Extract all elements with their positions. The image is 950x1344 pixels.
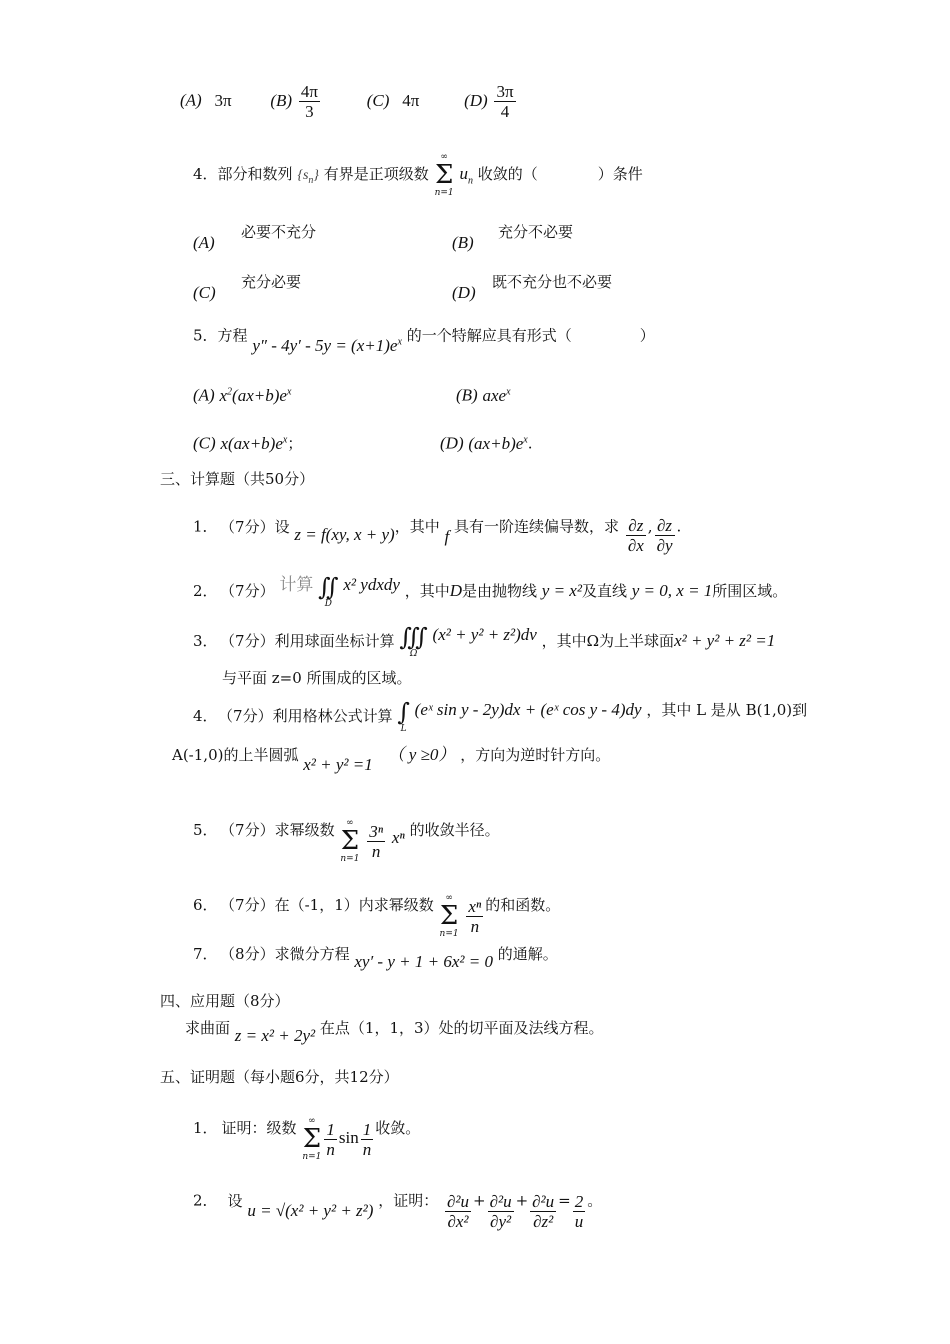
q4-question: 4．部分和数列 $\{s_n\}$ 有界是正项级数 ∞ Σ n=1 $u_n$ 收敛的（ ）条件 (193, 152, 643, 198)
q5-option-d: (D) $(ax+b)e^x$. (440, 433, 533, 453)
s3-problem-7: 7． （8分）求微分方程 xy′ - y + 1 + 6x² = 0 的通解。 (193, 945, 558, 971)
section-3-title: 三、计算题（共50分） (160, 470, 315, 488)
q5-option-c: (C) $x(ax+b)e^x$； (193, 433, 303, 453)
q4-sequence: $\{s_n\}$ (297, 168, 320, 186)
s5-problem-2: 2． 设 u = √(x² + y² + z²) ，证明： $\frac{\text{∂²u}}{\text{∂x²}}$ + $\frac{\text{∂²u}}{\text{∂y²}}$ + $\frac{\text{∂²u}}{\text{∂z²}}$ = $\frac{2}{u}$ 。 (193, 1191, 603, 1231)
option-d-fraction: $\frac{3\pi}{4}$ (496, 82, 514, 121)
q5-option-a: (A) $x^2(ax+b)e^x$ (193, 385, 292, 405)
q4-number: 4． (193, 165, 218, 183)
option-b-fraction: $\frac{4\pi}{3}$ (300, 82, 318, 121)
q4-term: $u_n$ (459, 164, 473, 187)
option-a-label: (A) (180, 90, 202, 110)
s3-problem-3-cont: 与平面 z=0 所围成的区域。 (222, 669, 412, 687)
q5-option-b: (B) axe$^x$ (456, 385, 511, 405)
option-a-value: 3π (214, 90, 232, 110)
s3-problem-5: 5． （7分）求幂级数 ∞ Σ n=1 $\frac{\text{3ⁿ}}{n}$ xⁿ 的收敛半径。 (193, 818, 500, 864)
s3-problem-1: 1． （7分）设 z = f(xy, x + y)，其中 f 具有一阶连续偏导数，求 $\frac{\partial z}{\partial x}$ , $\frac{\partial z}{\partial y}$ . (193, 516, 682, 555)
s5-problem-1: 1． 证明：级数 ∞ Σ n=1 $\frac{1}{n}$ sin $\frac{1}{n}$ 收敛。 (193, 1116, 421, 1162)
s4-problem: 求曲面 z = x² + 2y² 在点（1，1，3）处的切平面及法线方程。 (185, 1019, 604, 1045)
q5-equation: $y'' - 4y' - 5y = (x+1)e^x$ (252, 335, 402, 355)
s3-problem-2: 2． （7分） 计算 ∬ D x² ydxdy ，其中D是由抛物线 y = x²及直线 y = 0, x = 1所围区域。 (193, 573, 788, 609)
option-c-label: (C) (366, 90, 390, 110)
q5-question: 5．方程 $y'' - 4y' - 5y = (x+1)e^x$ 的一个特解应具有形式（ ） (193, 326, 655, 355)
triple-integral-icon: ∭ Ω (399, 623, 428, 659)
q3-options (180, 82, 518, 122)
sigma-symbol: ∞ Σ n=1 (439, 893, 459, 939)
option-d-label: (D) (464, 90, 488, 110)
section-4-title: 四、应用题（8分） (160, 992, 290, 1010)
q4-text: 部分和数列 (217, 165, 293, 183)
option-c-value: 4π (402, 90, 420, 110)
sigma-symbol: ∞ Σ n=1 (340, 818, 360, 864)
line-integral-icon: ∫ L (397, 698, 410, 734)
s3-problem-6: 6． （7分）在（-1，1）内求幂级数 ∞ Σ n=1 $\frac{\text{xⁿ}}{n}$ 的和函数。 (193, 893, 561, 939)
s3-problem-3: 3． （7分）利用球面坐标计算 ∭ Ω (x² + y² + z²)dv ，其中Ω为上半球面x² + y² + z² =1 (193, 623, 776, 659)
sigma-symbol: ∞ Σ n=1 (302, 1116, 322, 1162)
s3-problem-4: 4． （7分）利用格林公式计算 ∫ L (eˣ sin y - 2y)dx + (eˣ cos y - 4)dy ，其中 L 是从 B(1,0)到 (193, 698, 808, 734)
double-integral-icon: ∬ D (318, 573, 339, 609)
option-b-label: (B) (270, 90, 293, 110)
s3-problem-4-cont: A(-1,0)的上半圆弧 x² + y² =1 （ y ≥0） ，方向为逆时针方向。 (172, 745, 611, 774)
section-5-title: 五、证明题（每小题6分，共12分） (160, 1068, 399, 1086)
sigma-symbol: ∞ Σ n=1 (434, 152, 454, 198)
